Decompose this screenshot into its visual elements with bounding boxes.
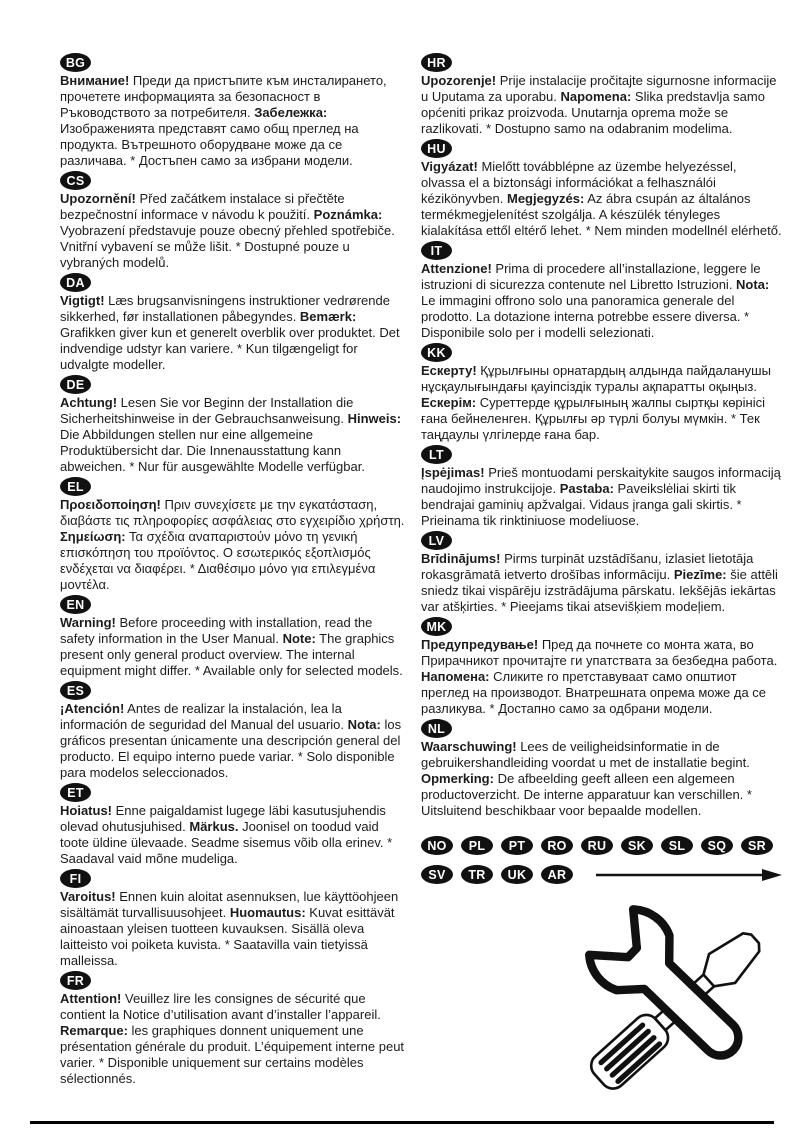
language-badge-sq: SQ	[701, 836, 733, 855]
section-es	[60, 681, 406, 781]
language-badge-sr: SR	[741, 836, 773, 855]
section-text-hr: Upozorenje! Prije instalacije pročitajte sigurnosne informacije u Uputama za uporabu. Napomena: Slika predstavlja samo općeniti prikaz proizvoda. Unutarnja oprema može se razlikovati. * Dostupno samo na odabranim modelima.	[421, 73, 777, 136]
left-column	[60, 53, 406, 1110]
language-badge-hu: HU	[421, 139, 452, 158]
section-nl	[421, 719, 783, 819]
language-badge-rows	[421, 836, 783, 884]
language-badge-bg: BG	[60, 53, 91, 72]
section-lv	[421, 531, 783, 615]
right-arrow-icon	[594, 867, 784, 883]
language-badge-et: ET	[60, 783, 91, 802]
language-badge-el: EL	[60, 477, 91, 496]
section-et	[60, 783, 406, 867]
section-mk	[421, 617, 783, 717]
language-badge-hr: HR	[421, 53, 452, 72]
language-badge-pt: PT	[501, 836, 533, 855]
language-badge-ru: RU	[581, 836, 613, 855]
language-badge-ro: RO	[541, 836, 573, 855]
section-text-mk: Предупредување! Пред да почнете со монта жата, во Прирачникот прочитајте ги упатствата за безбедна работа. Напомена: Сликите го претставуваат само општиот преглед на производот. Внатрешната опрема може да се разликува. * Достапно само за одбрани модели.	[421, 637, 778, 716]
language-badge-fi: FI	[60, 869, 91, 888]
language-badge-lv: LV	[421, 531, 452, 550]
section-text-hu: Vigyázat! Mielőtt továbblépne az üzembe helyezéssel, olvassa el a biztonsági információkat a felhasználói kézikönyvben. Megjegyzés: Az ábra csupán az általános termékmegjelenítést szolgálja. A készülék tényleges kialakítása ettől eltérő lehet. * Nem minden modellnél elérhető.	[421, 159, 782, 238]
section-text-it: Attenzione! Prima di procedere all’installazione, leggere le istruzioni di sicurezza contenute nel Libretto Istruzioni. Nota: Le immagini offrono solo una panoramica generale del prodotto. La dotazione interna potrebbe essere diversa. * Disponibile solo per i modelli selezionati.	[421, 261, 770, 340]
section-text-nl: Waarschuwing! Lees de veiligheidsinformatie in de gebruikershandleiding voordat u met de installatie begint. Opmerking: De afbeelding geeft alleen een algemeen productoverzicht. De interne apparatuur kan verschillen. * Uitsluitend beschikbaar voor bepaalde modellen.	[421, 739, 752, 818]
section-da	[60, 273, 406, 373]
language-badge-kk: KK	[421, 343, 452, 362]
section-text-et: Hoiatus! Enne paigaldamist lugege läbi kasutusjuhendis olevad ohutusjuhised. Märkus. Joonisel on toodud vaid toote üldine ülevaade. Seadme sisemus võib olla erinev. * Saadaval vaid mõne mudeliga.	[60, 803, 393, 866]
language-badge-sl: SL	[661, 836, 693, 855]
language-badge-pl: PL	[461, 836, 493, 855]
section-hu	[421, 139, 783, 239]
language-badge-ar: AR	[541, 865, 573, 884]
section-text-da: Vigtigt! Læs brugsanvisningens instruktioner vedrørende sikkerhed, før installationen påbegyndes. Bemærk: Grafikken giver kun et generelt overblik over produktet. Det indvendige udstyr kan variere. * Kun tilgængeligt for udvalgte modeller.	[60, 293, 400, 372]
section-lt	[421, 445, 783, 529]
language-badge-nl: NL	[421, 719, 452, 738]
section-cs	[60, 171, 406, 271]
language-badge-mk: MK	[421, 617, 452, 636]
section-text-bg: Внимание! Преди да пристъпите към инсталирането, прочетете информацията за безопасност в Ръководството за потребителя. Забележка: Изображенията представят само общ преглед на продукта. Вътрешното оборудване може да се различава. * Достъпен само за избрани модели.	[60, 73, 387, 168]
section-text-es: ¡Atención! Antes de realizar la instalación, lea la información de seguridad del Manual del usuario. Nota: los gráficos presentan únicamente una descripción general del producto. El equipo interno puede variar. * Solo disponible para modelos seleccionados.	[60, 701, 402, 780]
language-badge-cs: CS	[60, 171, 91, 190]
section-text-fr: Attention! Veuillez lire les consignes de sécurité que contient la Notice d’utilisation avant d’installer l’appareil. Remarque: les graphiques donnent uniquement une présentation générale du produit. L’équipement interne peut varier. * Disponible uniquement sur certains modèles sélectionnés.	[60, 991, 405, 1086]
language-badge-row-2	[421, 865, 783, 884]
section-text-fi: Varoitus! Ennen kuin aloitat asennuksen, lue käyttöohjeen sisältämät turvallisuusohjeet. Huomautus: Kuvat esittävät ainoastaan yleisen tuotteen kuvauksen. Sisällä oleva laitteisto voi poiketa kuvista. * Saatavilla vain tietyissä malleissa.	[60, 889, 399, 968]
language-badge-uk: UK	[501, 865, 533, 884]
section-text-el: Προειδοποίηση! Πριν συνεχίσετε με την εγκατάσταση, διαβάστε τις πληροφορίες ασφάλειας στο εγχειρίδιο χρήστη. Σημείωση: Τα σχέδια αναπαριστούν μόνο τη γενική επισκόπηση του προϊόντος. Ο εσωτερικός εξοπλισμός ενδέχεται να διαφέρει. * Διαθέσιμο μόνο για επιλεγμένα μοντέλα.	[60, 497, 405, 592]
language-badge-row-1	[421, 836, 783, 855]
right-column-sections	[421, 53, 783, 819]
language-badge-no: NO	[421, 836, 453, 855]
language-badge-da: DA	[60, 273, 91, 292]
language-badge-lt: LT	[421, 445, 452, 464]
section-hr	[421, 53, 783, 137]
section-text-lv: Brīdinājums! Pirms turpināt uzstādīšanu, izlasiet lietotāja rokasgrāmatā ietverto drošības informāciju. Piezīme: šie attēli sniedz tikai vispārēju izstrādājuma pārskatu. Iekšējās iekārtas var atšķirties. * Pieejams tikai atsevišķiem modeļiem.	[421, 551, 778, 614]
section-en	[60, 595, 406, 679]
section-text-kk: Ескерту! Құрылғыны орнатардың алдында пайдаланушы нұсқаулығындағы қауіпсіздік туралы ақпаратты оқыңыз. Ескерім: Суреттерде құрылғының жалпы сыртқы көрінісі ғана бейнеленген. Құрылғы әр түрлі болуы мүмкін. * Тек таңдаулы үлгілерде ғана бар.	[421, 363, 771, 442]
language-badge-tr: TR	[461, 865, 493, 884]
right-column	[421, 53, 783, 1110]
two-column-layout	[60, 53, 783, 1110]
language-badge-sk: SK	[621, 836, 653, 855]
language-badge-de: DE	[60, 375, 91, 394]
page-footer-rule	[30, 1121, 774, 1124]
language-badge-sv: SV	[421, 865, 453, 884]
wrench-and-screwdriver-icon	[565, 894, 797, 1110]
section-de	[60, 375, 406, 475]
language-badge-fr: FR	[60, 971, 91, 990]
section-kk	[421, 343, 783, 443]
language-badge-it: IT	[421, 241, 452, 260]
section-bg	[60, 53, 406, 169]
section-text-lt: Įspėjimas! Prieš montuodami perskaitykite saugos informaciją naudojimo instrukcijoje. Pastaba: Paveikslėliai skirti tik bendrajai gaminių apžvalgai. Vidaus įranga gali skirtis. * Prieinama tik rinktiniuose modeliuose.	[421, 465, 781, 528]
section-text-cs: Upozornění! Před začátkem instalace si přečtěte bezpečnostní informace v návodu k použití. Poznámka: Vyobrazení představuje pouze obecný přehled spotřebiče. Vnitřní vybavení se může lišit. * Dostupné pouze u vybraných modelů.	[60, 191, 395, 270]
section-el	[60, 477, 406, 593]
section-fi	[60, 869, 406, 969]
language-badge-es: ES	[60, 681, 91, 700]
section-fr	[60, 971, 406, 1087]
section-text-de: Achtung! Lesen Sie vor Beginn der Installation die Sicherheitshinweise in der Gebrauchsanweisung. Hinweis: Die Abbildungen stellen nur eine allgemeine Produktübersicht dar. Die Innenausstattung kann abweichen. * Nur für ausgewählte Modelle verfügbar.	[60, 395, 402, 474]
language-badge-en: EN	[60, 595, 91, 614]
section-text-en: Warning! Before proceeding with installation, read the safety information in the User Manual. Note: The graphics present only general product overview. The internal equipment might differ. * Available only for selected models.	[60, 615, 403, 678]
section-it	[421, 241, 783, 341]
